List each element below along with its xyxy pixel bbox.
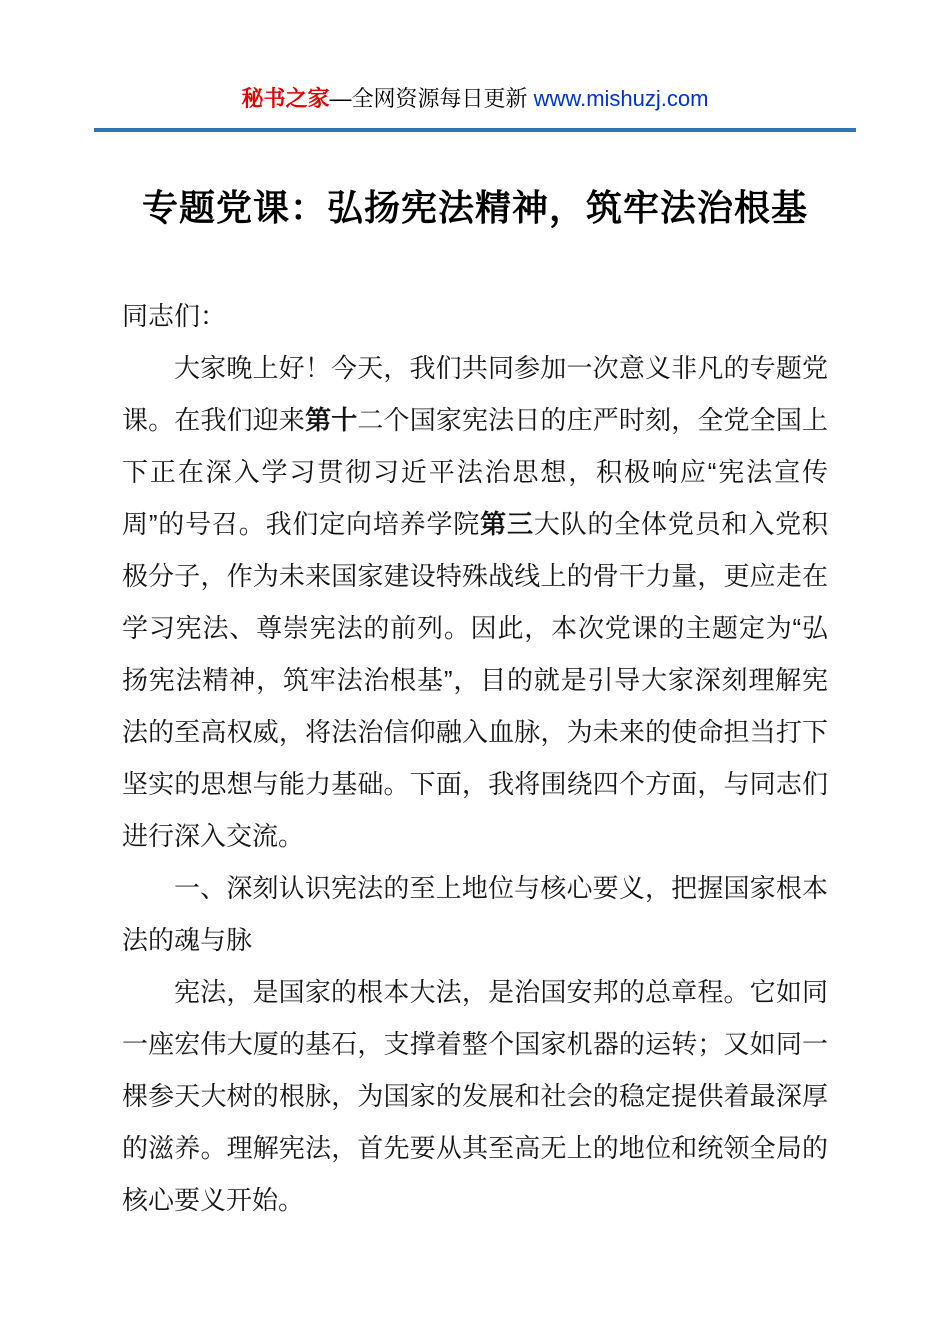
bold-text-run: 第三 <box>480 509 534 539</box>
text-run: 大家晚上好！今天，我们共同参加一次意义非凡的专题党课。在我们迎来 <box>122 353 828 435</box>
section-heading-1 <box>122 862 828 966</box>
text-run: 宪法，是国家的根本大法，是治国安邦的总章程。它如同一座宏伟大厦的基石，支撑着整个国家机器的运转；又如同一棵参天大树的根脉，为国家的发展和社会的稳定提供着最深厚的滋养。理解宪法，首先要从其至高无上的地位和统领全局的核心要义开始。 <box>122 977 828 1215</box>
header-divider <box>94 128 856 132</box>
site-header <box>0 0 950 114</box>
paragraph-intro <box>122 342 828 862</box>
page-title: 专题党课：弘扬宪法精神，筑牢法治根基 <box>141 187 808 228</box>
url-link[interactable]: www.mishuzj.com <box>533 86 709 111</box>
text-run: 一、深刻认识宪法的至上地位与核心要义，把握国家根本法的魂与脉 <box>122 873 828 955</box>
text-run: 大队的全体党员和入党积极分子，作为未来国家建设特殊战线上的骨干力量，更应走在学习宪法、尊崇宪法的前列。因此，本次党课的主题定为“弘扬宪法精神，筑牢法治根基”，目的就是引导大家深刻理解宪法的至高权威，将法治信仰融入血脉，为未来的使命担当打下坚实的思想与能力基础。下面，我将围绕四个方面，与同志们进行深入交流。 <box>122 509 828 851</box>
document-body <box>122 290 828 1226</box>
paragraph-constitution <box>122 966 828 1226</box>
tagline-text: —全网资源每日更新 <box>329 86 534 111</box>
salutation <box>122 290 828 342</box>
bold-text-run: 第十 <box>305 405 358 435</box>
brand-text: 秘书之家 <box>241 86 330 111</box>
text-run: 同志们： <box>122 301 227 331</box>
text-run: 二个国家宪法日的庄严时刻，全党全国上下正在深入学习贯彻习近平法治思想，积极响应“宪法宣传周”的号召。我们定向培养学院 <box>122 405 828 539</box>
